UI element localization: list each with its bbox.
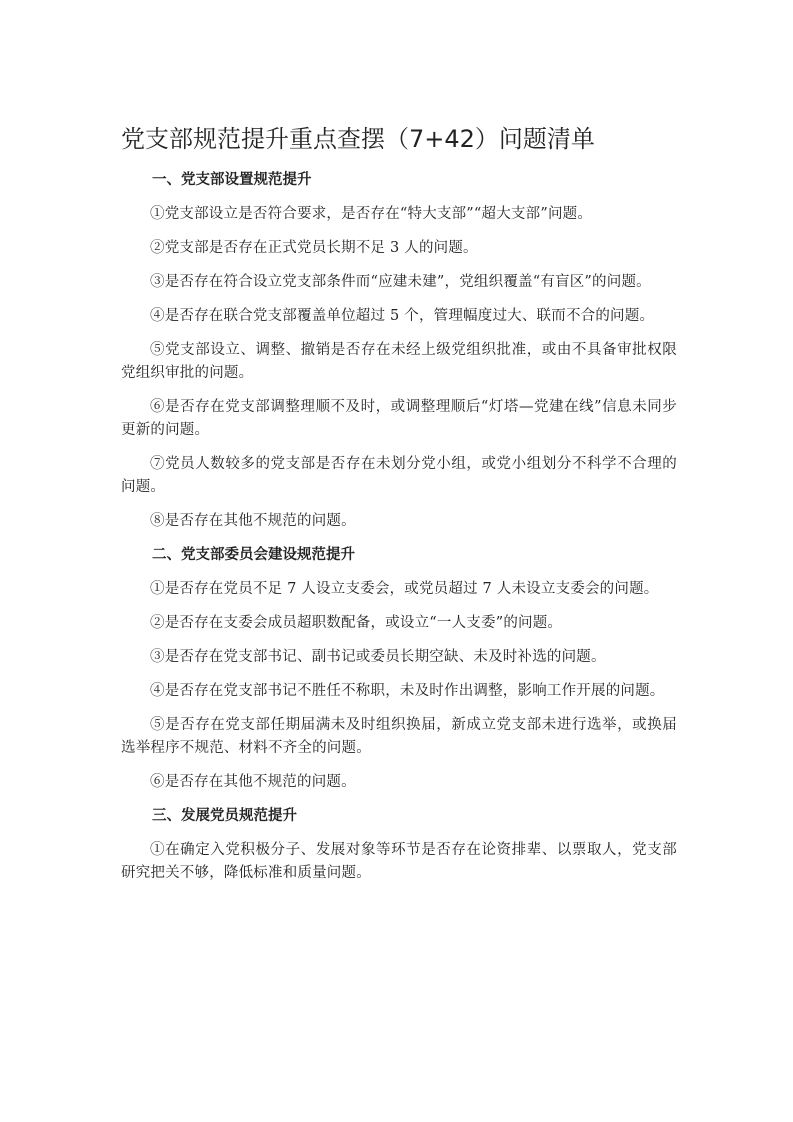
checklist-item: ④是否存在联合党支部覆盖单位超过 5 个，管理幅度过大、联而不合的问题。 xyxy=(150,308,655,324)
document-title: 党支部规范提升重点查摆（7+42）问题清单 xyxy=(121,125,595,153)
checklist-item: ③是否存在符合设立党支部条件而“应建未建”，党组织覆盖“有盲区”的问题。 xyxy=(150,274,651,290)
checklist-item: ②党支部是否存在正式党员长期不足 3 人的问题。 xyxy=(150,240,478,256)
section-1 xyxy=(121,169,677,533)
checklist-item: ⑥是否存在党支部调整理顺不及时，或调整理顺后“灯塔—党建在线”信息未同步更新的问题。 xyxy=(121,399,677,438)
section-heading: 一、党支部设置规范提升 xyxy=(152,172,312,188)
checklist-item: ⑤是否存在党支部任期届满未及时组织换届，新成立党支部未进行选举，或换届选举程序不规范、材料不齐全的问题。 xyxy=(121,717,677,756)
checklist-item: ④是否存在党支部书记不胜任不称职，未及时作出调整，影响工作开展的问题。 xyxy=(150,683,665,699)
checklist-item: ①在确定入党积极分子、发展对象等环节是否存在论资排辈、以票取人，党支部研究把关不够，降低标准和质量问题。 xyxy=(121,842,677,881)
checklist-item: ⑦党员人数较多的党支部是否存在未划分党小组，或党小组划分不科学不合理的问题。 xyxy=(121,456,677,495)
checklist-item: ②是否存在支委会成员超职数配备，或设立“一人支委”的问题。 xyxy=(150,615,563,631)
checklist-item: ①是否存在党员不足 7 人设立支委会，或党员超过 7 人未设立支委会的问题。 xyxy=(150,581,659,597)
checklist-item: ⑧是否存在其他不规范的问题。 xyxy=(150,513,356,529)
checklist-item: ③是否存在党支部书记、副书记或委员长期空缺、未及时补选的问题。 xyxy=(150,649,606,665)
document-body xyxy=(121,120,677,896)
section-2 xyxy=(121,544,677,794)
section-heading: 二、党支部委员会建设规范提升 xyxy=(152,547,355,563)
checklist-item: ①党支部设立是否符合要求，是否存在“特大支部”“超大支部”问题。 xyxy=(150,206,593,222)
section-3 xyxy=(121,805,677,885)
checklist-item: ⑤党支部设立、调整、撤销是否存在未经上级党组织批准，或由不具备审批权限党组织审批的问题。 xyxy=(121,342,677,381)
checklist-item: ⑥是否存在其他不规范的问题。 xyxy=(150,774,356,790)
section-heading: 三、发展党员规范提升 xyxy=(152,808,297,824)
